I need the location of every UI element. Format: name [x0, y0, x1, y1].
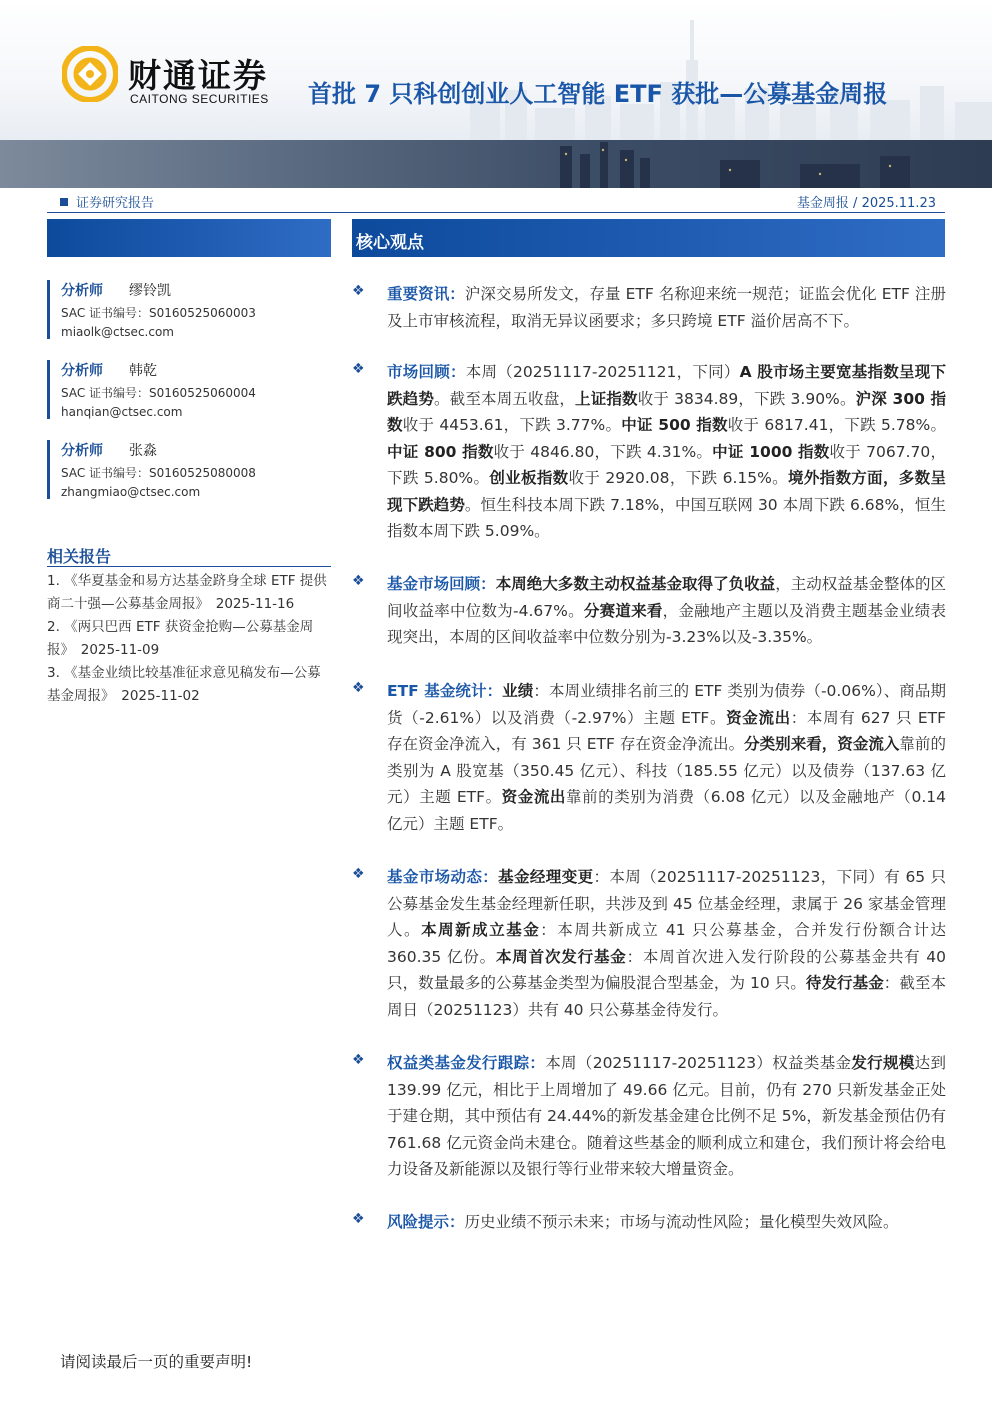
- diamond-bullet-icon: ❖: [352, 1211, 365, 1227]
- core-point-body: 达到 139.99 亿元，相比于上周增加了 49.66 亿元。目前，仍有 270 只新发基金正处于建仓期，其中预估有 24.44%的新发基金建仓比例不足 5%，新发基金预估仍有 761.68 亿元资金尚未建仓。随着这些基金的顺利成立和建仓，我们预计将会给电力设备及新能源以及银行等行业带来较大增量资金。: [387, 1054, 946, 1178]
- core-point-body: ：本周业绩排名前三的 ETF 类别为债券（-0.06%）、商品期货（-2.61%）以及消费（-2.97%）主题 ETF。: [387, 682, 946, 727]
- core-point-emphasis: 分类别来看，资金流入: [744, 735, 900, 753]
- analyst-role: 分析师: [61, 283, 103, 299]
- core-point: [352, 678, 946, 837]
- brand-name-en: CAITONG SECURITIES: [130, 92, 269, 106]
- core-point-emphasis: 业绩: [502, 682, 534, 700]
- related-report-link[interactable]: 3. 《基金业绩比较基准征求意见稿发布—公募基金周报》 2025-11-02: [47, 665, 321, 704]
- core-point-emphasis: 本周首次发行基金: [495, 947, 627, 966]
- core-point-body: 收于 4846.80，下跌 4.31%。: [493, 442, 713, 461]
- core-point-body: ：本周共新成立 41 只公募基金，合并发行份额合计达 360.35 亿份。: [387, 921, 946, 966]
- core-point: [352, 281, 946, 334]
- core-point-text: [387, 864, 946, 1023]
- core-point-body: ：本周首次进入发行阶段的公募基金共有 40 只，数量最多的公募基金类型为偏股混合型基金，为 10 只。: [387, 947, 946, 992]
- report-meta: 基金周报 / 2025.11.23: [796, 196, 936, 211]
- analyst-card: [47, 440, 345, 499]
- core-point-emphasis: 创业板指数: [489, 469, 569, 487]
- diamond-bullet-icon: ❖: [352, 680, 365, 696]
- analyst-name: 韩乾: [129, 363, 157, 379]
- analyst-sac: SAC 证书编号：S0160525060004: [61, 386, 256, 400]
- core-point-body: ：本周有 627 只 ETF 存在资金净流入，有 361 只 ETF 存在资金净流出。: [387, 708, 946, 753]
- diamond-bullet-icon: ❖: [352, 283, 365, 299]
- footer-disclaimer-note: 请阅读最后一页的重要声明!: [60, 1353, 253, 1371]
- core-point-body: ：本周（20251117-20251123，下同）有 65 只公募基金发生基金经理新任职，共涉及到 45 位基金经理，隶属于 26 家基金管理人。: [387, 868, 946, 939]
- core-point-emphasis: 分赛道来看: [583, 601, 663, 620]
- core-point-body: 。恒生科技本周下跌 7.18%，中国互联网 30 本周下跌 6.68%，恒生指数本周下跌 5.09%。: [387, 495, 946, 540]
- core-point-lead: 重要资讯：: [387, 285, 465, 303]
- core-point-body: 沪深交易所发文，存量 ETF 名称迎来统一规范；证监会优化 ETF 注册及上市审核流程，取消无异议函要求；多只跨境 ETF 溢价居高不下。: [387, 285, 946, 330]
- related-reports-heading: 相关报告: [47, 547, 112, 566]
- analyst-role: 分析师: [61, 363, 103, 379]
- diamond-bullet-icon: ❖: [352, 361, 365, 377]
- analyst-name: 张淼: [129, 443, 157, 459]
- core-point-lead: 市场回顾：: [387, 363, 466, 381]
- core-point-lead: 风险提示：: [387, 1213, 465, 1231]
- city-lights-graphic: [0, 140, 992, 188]
- core-point-body: 。截至本周五收盘，: [434, 389, 576, 408]
- diamond-bullet-icon: ❖: [352, 1052, 365, 1068]
- header-divider: [47, 212, 945, 213]
- core-point-emphasis: 上证指数: [575, 389, 638, 408]
- core-point-text: [387, 359, 946, 545]
- core-point: [352, 571, 946, 651]
- report-type-tag: [60, 192, 154, 211]
- core-point-body: 收于 3834.89，下跌 3.90%。: [637, 389, 856, 408]
- analyst-email: miaolk@ctsec.com: [61, 325, 174, 339]
- report-type-label: 证券研究报告: [76, 196, 155, 211]
- core-point-body: 历史业绩不预示未来；市场与流动性风险；量化模型失效风险。: [464, 1213, 899, 1231]
- analyst-email: hanqian@ctsec.com: [61, 405, 183, 419]
- core-point-lead: 基金市场回顾：: [387, 575, 496, 593]
- core-point: [352, 1050, 946, 1183]
- core-point: [352, 359, 946, 545]
- core-point-body: 收于 2920.08，下跌 6.15%。: [568, 469, 788, 487]
- core-point-text: [387, 678, 946, 837]
- analyst-email: zhangmiao@ctsec.com: [61, 485, 201, 499]
- core-point-emphasis: 本周新成立基金: [421, 921, 541, 939]
- caitong-logo-icon: [62, 46, 118, 102]
- report-title: 首批 7 只科创创业人工智能 ETF 获批—公募基金周报: [308, 80, 888, 108]
- core-point-body: ，主动权益基金整体的区间收益率中位数为-4.67%。: [387, 575, 946, 620]
- core-point-emphasis: 中证 1000 指数: [712, 442, 830, 461]
- core-point-lead: ETF 基金统计：: [387, 682, 503, 700]
- square-bullet-icon: [60, 198, 68, 206]
- core-point-body: 本周（20251117-20251121，下同）: [465, 363, 740, 381]
- diamond-bullet-icon: ❖: [352, 573, 365, 589]
- core-point-emphasis: 沪深 300 指数: [387, 389, 946, 434]
- core-point-emphasis: 中证 800 指数: [387, 442, 494, 461]
- related-reports-list: [47, 570, 331, 708]
- core-point-body: 靠前的类别为消费（6.08 亿元）以及金融地产（0.14 亿元）主题 ETF。: [387, 788, 946, 833]
- city-photo-strip: [0, 140, 992, 188]
- analyst-card: [47, 360, 345, 419]
- core-point-body: ，金融地产主题以及消费主题基金业绩表现突出，本周的区间收益率中位数分别为-3.23%以及-3.35%。: [387, 601, 946, 646]
- core-point-text: [387, 571, 946, 651]
- core-point-emphasis: 发行规模: [851, 1054, 915, 1072]
- analyst-sac: SAC 证书编号：S0160525080008: [61, 466, 256, 480]
- core-point-emphasis: 基金经理变更: [498, 868, 594, 886]
- diamond-bullet-icon: ❖: [352, 866, 365, 882]
- core-views-heading: 核心观点: [356, 233, 424, 253]
- core-point-emphasis: 待发行基金: [805, 974, 884, 992]
- analyst-sac: SAC 证书编号：S0160525060003: [61, 306, 256, 320]
- core-point-body: 收于 6817.41，下跌 5.78%。: [727, 416, 946, 434]
- core-point-lead: 基金市场动态：: [387, 868, 499, 886]
- core-point-body: 收于 7067.70，下跌 5.80%。: [387, 442, 946, 487]
- core-point-text: [387, 1209, 946, 1236]
- left-column-header-bar: [47, 219, 331, 257]
- core-point-emphasis: 资金流出: [726, 708, 791, 727]
- core-point-emphasis: 境外指数方面，多数呈现下跌趋势: [387, 469, 946, 514]
- core-point-emphasis: A 股市场主要宽基指数呈现下跌趋势: [387, 363, 946, 408]
- brand-name-cn: 财通证券: [128, 56, 268, 95]
- analyst-name: 缪铃凯: [129, 283, 171, 299]
- core-point-body: 本周（20251117-20251123）权益类基金: [545, 1054, 852, 1072]
- core-point-body: 靠前的类别为 A 股宽基（350.45 亿元）、科技（185.55 亿元）以及债券（137.63 亿元）主题 ETF。: [387, 735, 946, 806]
- core-point-text: [387, 1050, 946, 1183]
- core-point-body: 收于 4453.61，下跌 3.77%。: [402, 416, 622, 434]
- core-point-emphasis: 中证 500 指数: [621, 416, 728, 434]
- core-point-body: ：截至本周日（20251123）共有 40 只公募基金待发行。: [387, 974, 946, 1019]
- core-point-lead: 权益类基金发行跟踪：: [387, 1054, 546, 1072]
- core-point-emphasis: 资金流出: [501, 788, 566, 806]
- core-point-text: [387, 281, 946, 334]
- core-point: [352, 1209, 946, 1236]
- analyst-card: [47, 280, 345, 339]
- core-views-header-bar: [352, 219, 945, 257]
- core-point: [352, 864, 946, 1023]
- related-report-link[interactable]: 1. 《华夏基金和易方达基金跻身全球 ETF 提供商二十强—公募基金周报》 2025-11-16: [47, 573, 327, 612]
- related-report-link[interactable]: 2. 《两只巴西 ETF 获资金抢购—公募基金周报》 2025-11-09: [47, 619, 314, 658]
- analyst-role: 分析师: [61, 443, 103, 459]
- core-point-emphasis: 本周绝大多数主动权益基金取得了负收益: [495, 575, 776, 593]
- related-reports-divider: [47, 566, 331, 567]
